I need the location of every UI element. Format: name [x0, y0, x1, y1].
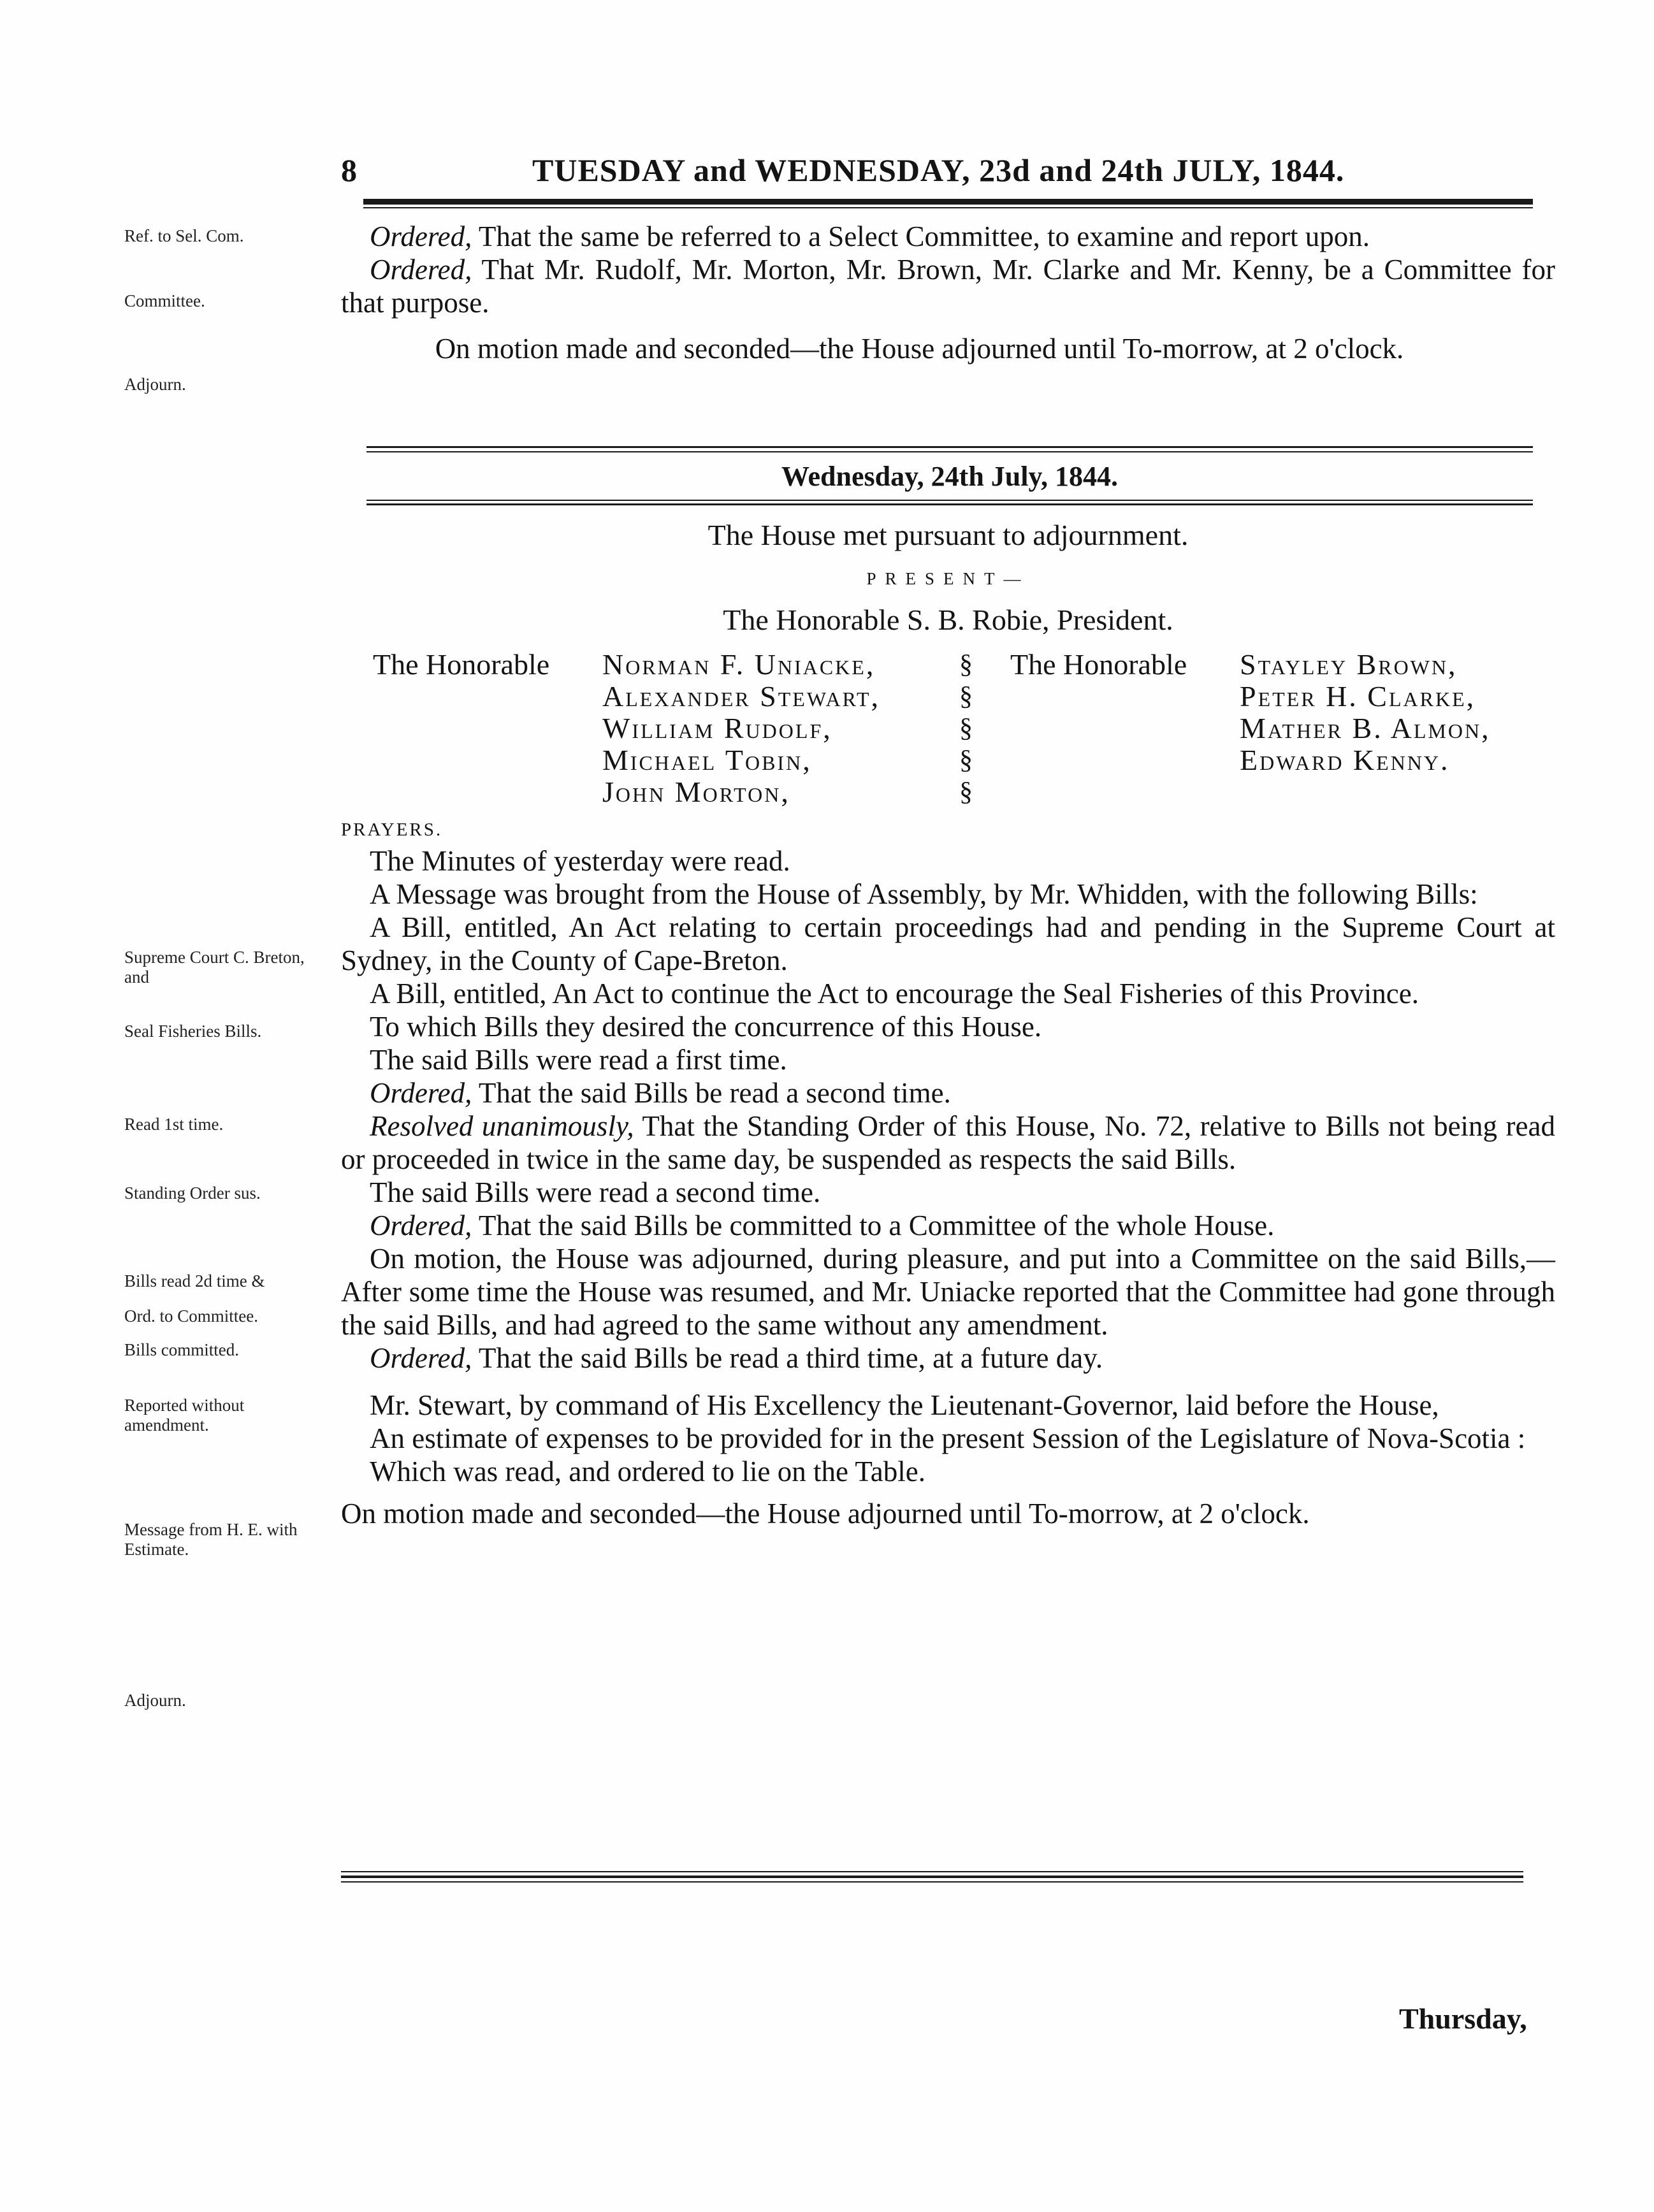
margin-note: Supreme Court C. Breton, and — [124, 948, 305, 987]
standing-order-suspended: Resolved unanimously, That the Standing Order of this House, No. 72, relative to Bills not being read or proceeded in twice in the same day, be suspended as respects the said Bills. — [341, 1110, 1555, 1175]
margin-note: Ref. to Sel. Com. — [124, 226, 244, 245]
governor-message: Mr. Stewart, by command of His Excellency the Lieutenant-Governor, laid before the House, — [370, 1389, 1439, 1421]
bill-supreme-court: A Bill, entitled, An Act relating to certain proceedings had and pending in the Supreme Court at Sydney, in the County of Cape-Breton. — [341, 911, 1555, 976]
margin-note: Read 1st time. — [124, 1115, 224, 1134]
catchword: Thursday, — [1399, 2002, 1527, 2035]
tuesday-adjournment: On motion made and seconded—the House adjourned until To-morrow, at 2 o'clock. — [435, 333, 1404, 365]
header-rule-thick — [363, 199, 1533, 205]
minutes-read: The Minutes of yesterday were read. — [370, 845, 790, 877]
page-number: 8 — [341, 152, 357, 188]
margin-note: Adjourn. — [124, 375, 186, 394]
margin-note: Ord. to Committee. — [124, 1306, 258, 1326]
section-mark: § — [959, 714, 973, 743]
member-name: Michael Tobin, — [602, 744, 812, 776]
member-name: Norman F. Uniacke, — [602, 648, 876, 681]
order-second-reading: Ordered, That the said Bills be read a second time. — [370, 1077, 951, 1109]
member-name: John Morton, — [602, 776, 790, 808]
present-heading: PRESENT— — [866, 569, 1030, 588]
honorable-label-left: The Honorable — [373, 648, 550, 681]
section-mark: § — [959, 682, 973, 711]
order-committee-whole: Ordered, That the said Bills be committed to a Committee of the whole House. — [370, 1210, 1275, 1241]
tuesday-section — [341, 220, 1555, 365]
assembly-message: A Message was brought from the House of Assembly, by Mr. Whidden, with the following Bills: — [370, 878, 1478, 910]
margin-note: Standing Order sus. — [124, 1183, 261, 1203]
honorable-label-right: The Honorable — [1010, 648, 1187, 681]
wednesday-adjournment: On motion made and seconded—the House adjourned until To-morrow, at 2 o'clock. — [341, 1498, 1310, 1529]
bill-seal-fisheries: A Bill, entitled, An Act to continue the Act to encourage the Seal Fisheries of this Province. — [370, 978, 1419, 1009]
prayers: PRAYERS. — [341, 820, 443, 840]
member-name: Mather B. Almon, — [1240, 712, 1491, 744]
date-rule-bottom-2 — [366, 503, 1533, 505]
first-reading: The said Bills were read a first time. — [370, 1044, 787, 1076]
section-mark: § — [959, 777, 973, 807]
order-third-reading: Ordered, That the said Bills be read a third time, at a future day. — [370, 1342, 1103, 1374]
laid-on-table: Which was read, and ordered to lie on the Table. — [370, 1456, 925, 1487]
section-mark: § — [959, 746, 973, 775]
estimate-of-expenses: An estimate of expenses to be provided for in the present Session of the Legislature of Nova-Scotia : — [370, 1422, 1526, 1454]
committee-report: On motion, the House was adjourned, during pleasure, and put into a Committee on the said Bills,—After some time the House was resumed, and Mr. Uniacke reported that the Committee had gone through the said Bills, and had agreed to the same without any amendment. — [341, 1243, 1555, 1341]
margin-note: Message from H. E. with Estimate. — [124, 1520, 298, 1559]
margin-note: Bills read 2d time & — [124, 1271, 265, 1290]
wednesday-proceedings — [341, 844, 1555, 1530]
page-title: TUESDAY and WEDNESDAY, 23d and 24th JULY, 1844. — [532, 152, 1345, 188]
order-committee-members: Ordered, That Mr. Rudolf, Mr. Morton, Mr. Brown, Mr. Clarke and Mr. Kenny, be a Committee for that purpose. — [341, 254, 1555, 319]
header-rule-thin — [363, 207, 1533, 208]
date-heading: Wednesday, 24th July, 1844. — [781, 461, 1119, 492]
member-name: Stayley Brown, — [1240, 648, 1458, 681]
footer-rule-2 — [341, 1876, 1523, 1878]
footer-rule-1 — [341, 1871, 1523, 1872]
member-name: William Rudolf, — [602, 712, 832, 744]
page-header — [341, 148, 1533, 192]
member-name: Edward Kenny. — [1240, 744, 1450, 776]
date-rule-top-2 — [366, 451, 1533, 452]
margin-note: Seal Fisheries Bills. — [124, 1022, 262, 1041]
margin-note: Reported without amendment. — [124, 1396, 245, 1435]
footer-rule-3 — [341, 1881, 1523, 1883]
margin-note: Committee. — [124, 291, 205, 310]
date-rule-bottom — [366, 500, 1533, 501]
margin-note: Adjourn. — [124, 1691, 186, 1710]
member-name: Alexander Stewart, — [602, 680, 881, 712]
concurrence-desired: To which Bills they desired the concurrence of this House. — [370, 1011, 1042, 1043]
member-name: Peter H. Clarke, — [1240, 680, 1476, 712]
president-line: The Honorable S. B. Robie, President. — [723, 604, 1173, 636]
section-mark: § — [959, 650, 973, 679]
order-select-committee: Ordered, That the same be referred to a Select Committee, to examine and report upon. — [370, 220, 1370, 252]
margin-note: Bills committed. — [124, 1340, 239, 1359]
second-reading: The said Bills were read a second time. — [370, 1176, 821, 1208]
house-met: The House met pursuant to adjournment. — [707, 519, 1189, 551]
date-rule-top — [366, 446, 1533, 448]
